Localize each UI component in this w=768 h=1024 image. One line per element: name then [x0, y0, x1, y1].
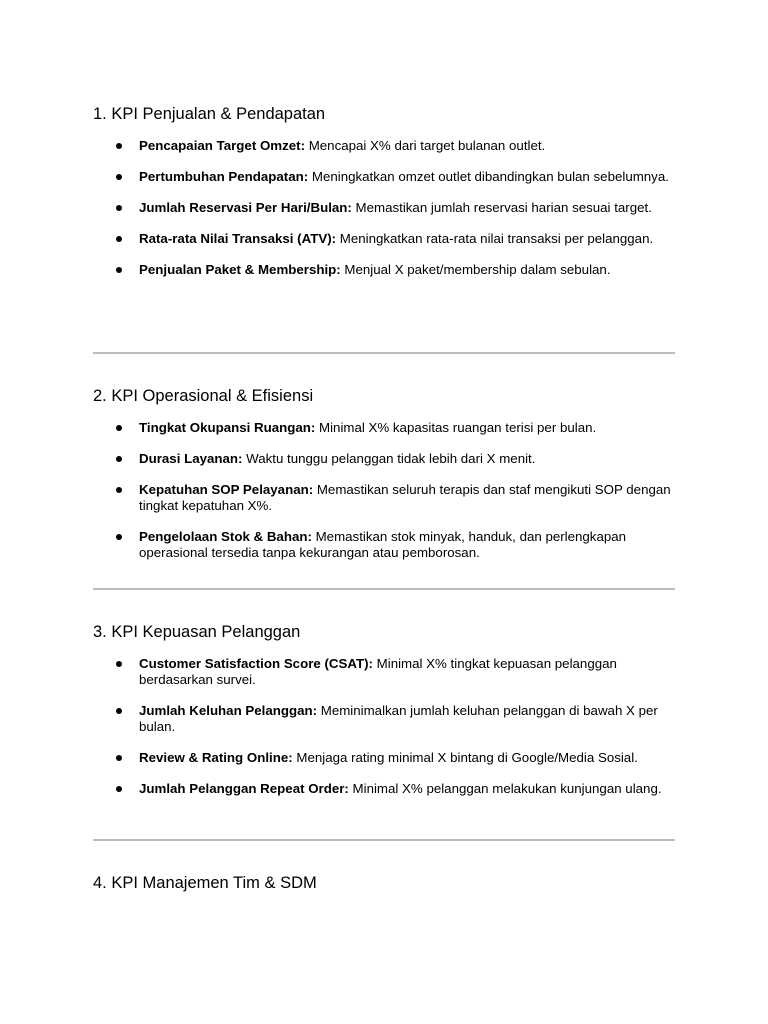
kpi-term: Jumlah Reservasi Per Hari/Bulan:	[139, 200, 352, 215]
section-customer-satisfaction	[93, 622, 675, 812]
bullet-list	[93, 420, 675, 561]
section-divider	[93, 588, 675, 590]
section-title: 4. KPI Manajemen Tim & SDM	[93, 874, 317, 892]
bullet-icon	[116, 267, 122, 273]
kpi-term: Kepatuhan SOP Pelayanan:	[139, 482, 314, 497]
section-title: 1. KPI Penjualan & Pendapatan	[93, 105, 326, 123]
kpi-description: Menjual X paket/membership dalam sebulan.	[340, 262, 611, 277]
kpi-description: Minimal X% pelanggan melakukan kunjungan ulang.	[348, 781, 662, 796]
bullet-icon	[116, 456, 122, 462]
list-item	[93, 750, 675, 766]
kpi-description: Minimal X% tingkat kepuasan pelanggan berdasarkan survei.	[139, 656, 617, 687]
list-item	[93, 231, 675, 247]
list-item	[93, 262, 675, 278]
kpi-term: Durasi Layanan:	[139, 451, 243, 466]
kpi-term: Jumlah Pelanggan Repeat Order:	[139, 781, 349, 796]
kpi-description: Meminimalkan jumlah keluhan pelanggan di bawah X per bulan.	[139, 703, 658, 734]
kpi-term: Pengelolaan Stok & Bahan:	[139, 529, 312, 544]
kpi-description: Memastikan seluruh terapis dan staf mengikuti SOP dengan tingkat kepatuhan X%.	[139, 482, 671, 513]
kpi-term: Penjualan Paket & Membership:	[139, 262, 341, 277]
section-title: 3. KPI Kepuasan Pelanggan	[93, 623, 301, 641]
bullet-icon	[116, 755, 122, 761]
section-sales-revenue	[93, 104, 675, 293]
list-item	[93, 451, 675, 467]
bullet-icon	[116, 534, 122, 540]
kpi-term: Pertumbuhan Pendapatan:	[139, 169, 309, 184]
list-item	[93, 200, 675, 216]
section-title: 2. KPI Operasional & Efisiensi	[93, 387, 314, 405]
section-operations-efficiency	[93, 386, 675, 576]
bullet-icon	[116, 143, 122, 149]
section-team-hr-management	[93, 873, 675, 907]
bullet-icon	[116, 487, 122, 493]
kpi-description: Waktu tunggu pelanggan tidak lebih dari X menit.	[242, 451, 536, 466]
kpi-description: Meningkatkan omzet outlet dibandingkan bulan sebelumnya.	[308, 169, 669, 184]
kpi-description: Menjaga rating minimal X bintang di Google/Media Sosial.	[292, 750, 638, 765]
bullet-list	[93, 138, 675, 278]
list-item	[93, 656, 675, 688]
list-item	[93, 482, 675, 514]
kpi-description: Mencapai X% dari target bulanan outlet.	[305, 138, 546, 153]
bullet-icon	[116, 661, 122, 667]
section-divider	[93, 839, 675, 841]
kpi-term: Customer Satisfaction Score (CSAT):	[139, 656, 373, 671]
bullet-icon	[116, 174, 122, 180]
kpi-description: Minimal X% kapasitas ruangan terisi per bulan.	[315, 420, 597, 435]
bullet-icon	[116, 786, 122, 792]
kpi-term: Pencapaian Target Omzet:	[139, 138, 306, 153]
bullet-icon	[116, 236, 122, 242]
bullet-icon	[116, 205, 122, 211]
section-divider	[93, 352, 675, 354]
list-item	[93, 781, 675, 797]
bullet-list	[93, 656, 675, 797]
kpi-term: Rata-rata Nilai Transaksi (ATV):	[139, 231, 337, 246]
list-item	[93, 138, 675, 154]
list-item	[93, 529, 675, 561]
list-item	[93, 169, 675, 185]
bullet-icon	[116, 708, 122, 714]
kpi-term: Review & Rating Online:	[139, 750, 293, 765]
list-item	[93, 703, 675, 735]
bullet-icon	[116, 425, 122, 431]
kpi-description: Memastikan stok minyak, handuk, dan perlengkapan operasional tersedia tanpa kekurangan atau pemborosan.	[139, 529, 627, 560]
kpi-term: Tingkat Okupansi Ruangan:	[139, 420, 316, 435]
kpi-term: Jumlah Keluhan Pelanggan:	[139, 703, 318, 718]
kpi-description: Meningkatkan rata-rata nilai transaksi per pelanggan.	[336, 231, 654, 246]
kpi-description: Memastikan jumlah reservasi harian sesuai target.	[351, 200, 652, 215]
list-item	[93, 420, 675, 436]
